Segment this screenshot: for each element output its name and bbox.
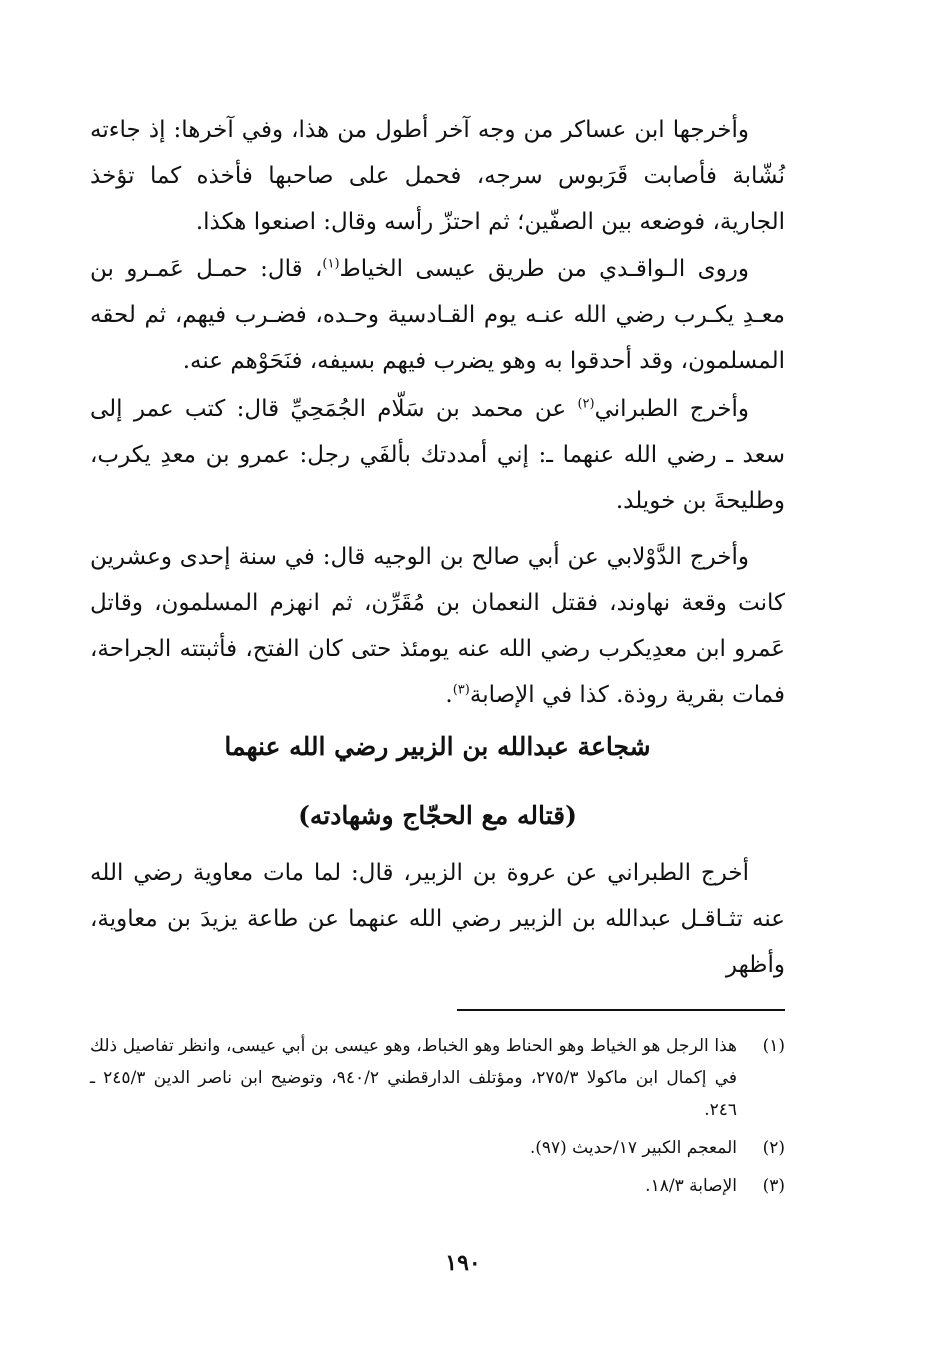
page-number: ١٩٠ [445,1250,481,1276]
paragraph-text: وروى الـواقـدي من طريق عيسى الخياط [339,256,749,282]
footnote-item [90,1132,785,1164]
footnote-number: (٢) [762,1138,785,1158]
paragraph-text: ، قال: حمـل عَمـرو بن معـدِ يكـرب رضي الله عنـه يوم القـادسية وحـده، فضـرب فيهم، ثم لحقه المسلمون، وقد أحدقوا به وهو يضرب فيهم بسيفه، فنَحَوْهم عنه. [90,256,785,374]
paragraph-text: عن محمد بن سَلّام الجُمَحِيِّ قال: كتب عمر إلى سعد ـ رضي الله عنهما ـ: إني أمددتك بألفَي رجل: عمرو بن معدِ يكرب، وطليحةَ بن خويلد. [90,396,785,514]
footnote-reference: (١) [322,256,340,272]
footnote-item [90,1030,785,1126]
footnote-text: المعجم الكبير ١٧/حديث (٩٧). [529,1138,737,1158]
footnote-reference: (٣) [452,682,470,698]
paragraph-text: وأخرج الدَّوْلابي عن أبي صالح بن الوجيه قال: في سنة إحدى وعشرين كانت وقعة نهاوند، فقتل النعمان بن مُقَرِّن، ثم انهزم المسلمون، وقاتل عَمرو ابن معدِيكرب رضي الله عنه يومئذ حتى كان الفتح، فأثبتته الجراحة، فمات بقرية روذة. كذا في الإصابة [90,544,785,708]
section-subtitle: (قتاله مع الحجّاج وشهادته) [298,801,577,830]
paragraph-section-opening: أخرج الطبراني عن عروة بن الزبير، قال: لما مات معاوية رضي الله عنه تثـاقـل عبدالله بن الزبير رضي الله عنهما عن طاعة يزيدَ بن معاوية، وأظهر [90,860,785,978]
paragraph-waqidi [90,246,785,384]
footnote-number: (٣) [762,1176,785,1196]
paragraph-ibn-asakir: وأخرجها ابن عساكر من وجه آخر أطول من هذا، وفي آخرها: إذ جاءته نُشّابة فأصابت قَرَبوس سرجه، فحمل على صاحبها فأخذه كما تؤخذ الجارية، فوضعه بين الصفّين؛ ثم احتزّ رأسه وقال: اصنعوا هكذا. [90,117,785,235]
paragraph-text: . [445,682,453,708]
footnote-text: هذا الرجل هو الخياط وهو الحناط وهو الخباط، وهو عيسى بن أبي عيسى، وانظر تفاصيل ذلك في إكمال ابن ماكولا ٢٧٥/٣، ومؤتلف الدارقطني ٩٤٠/٢، وتوضيح ابن ناصر الدين ٢٤٥/٣ ـ ٢٤٦. [90,1036,737,1120]
section-title: شجاعة عبدالله بن الزبير رضي الله عنهما [224,732,651,761]
footnote-number: (١) [762,1036,785,1056]
paragraph-tabarani-umar [90,386,785,524]
paragraph-text: وأخرج الطبراني [594,396,749,422]
footnotes [90,1030,785,1208]
footnote-text: الإصابة ١٨/٣. [645,1176,737,1196]
footnote-reference: (٢) [577,396,595,412]
footnote-divider [457,1009,785,1011]
footnote-item [90,1170,785,1202]
paragraph-dulabi [90,534,785,718]
